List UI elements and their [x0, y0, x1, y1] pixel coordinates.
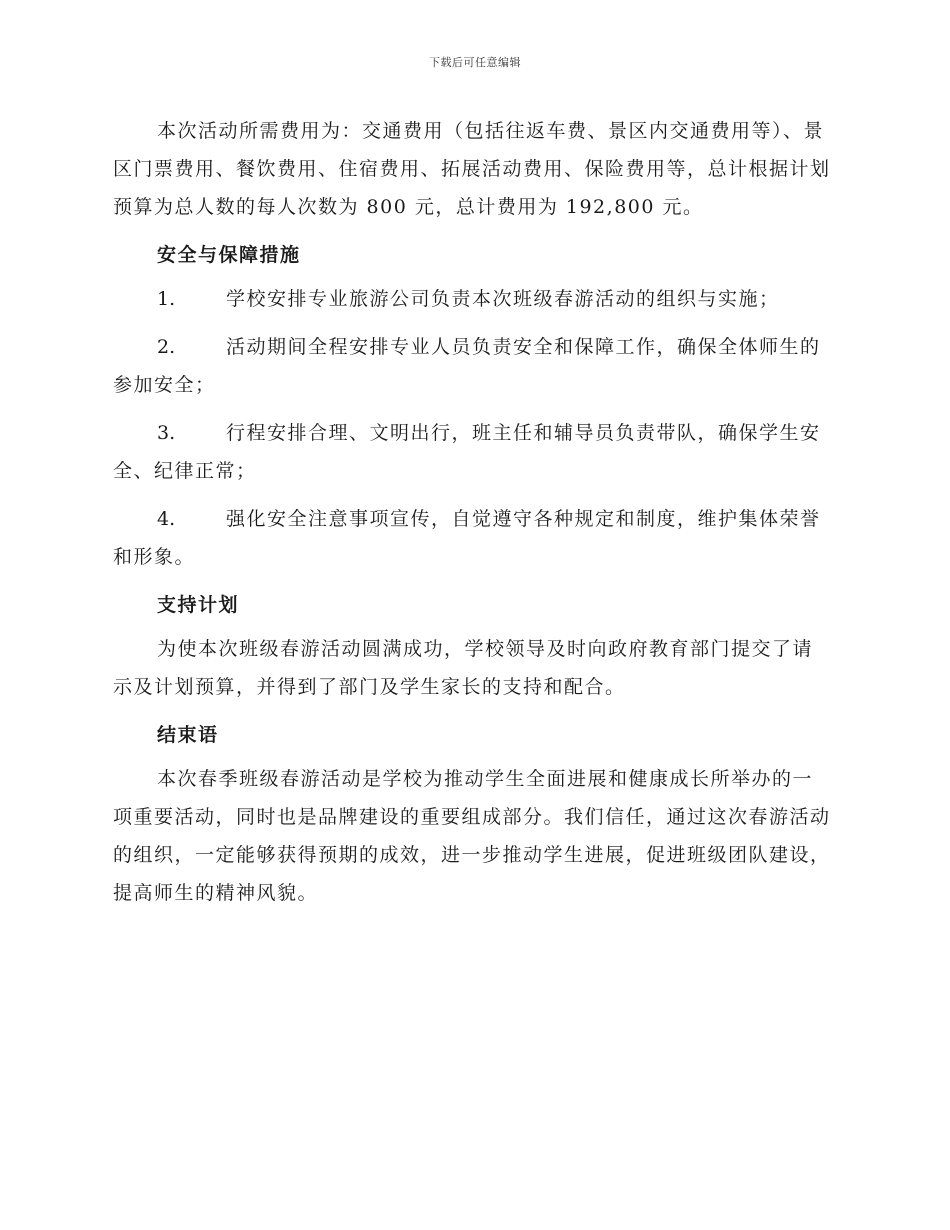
safety-item-number: 3.: [157, 422, 176, 444]
safety-item-text: 活动期间全程安排专业人员负责安全和保障工作，确保全体师生的参加安全；: [113, 336, 821, 396]
support-paragraph: 为使本次班级春游活动圆满成功，学校领导及时向政府教育部门提交了请示及计划预算，并得到了部门及学生家长的支持和配合。: [113, 638, 814, 698]
conclusion-paragraph: 本次春季班级春游活动是学校为推动学生全面进展和健康成长所举办的一项重要活动，同时也是品牌建设的重要组成部分。我们信任，通过这次春游活动的组织，一定能够获得预期的成效，进一步推动学生进展，促进班级团队建设，提高师生的精神风貌。: [113, 768, 831, 904]
safety-item-4: [113, 500, 833, 576]
safety-item-text: 行程安排合理、文明出行，班主任和辅导员负责带队，确保学生安全、纪律正常；: [113, 422, 821, 482]
safety-item-number: 2.: [157, 336, 176, 358]
safety-item-text: 强化安全注意事项宣传，自觉遵守各种规定和制度，维护集体荣誉和形象。: [113, 508, 821, 568]
support-heading: 支持计划: [157, 594, 240, 616]
safety-item-2: [113, 328, 833, 404]
document-body: [113, 112, 833, 912]
safety-heading: 安全与保障措施: [157, 244, 301, 266]
safety-item-number: 4.: [157, 508, 176, 530]
safety-item-number: 1.: [157, 288, 176, 310]
safety-item-3: [113, 414, 833, 490]
intro-paragraph: 本次活动所需费用为：交通费用（包括往返车费、景区内交通费用等）、景区门票费用、餐饮费用、住宿费用、拓展活动费用、保险费用等，总计根据计划预算为总人数的每人次数为 800 元，总计费用为 192,800 元。: [113, 120, 831, 218]
header-note: 下载后可任意编辑: [429, 56, 521, 69]
conclusion-heading: 结束语: [157, 724, 219, 746]
safety-item-text: 学校安排专业旅游公司负责本次班级春游活动的组织与实施；: [226, 288, 780, 310]
safety-item-1: [113, 280, 833, 318]
